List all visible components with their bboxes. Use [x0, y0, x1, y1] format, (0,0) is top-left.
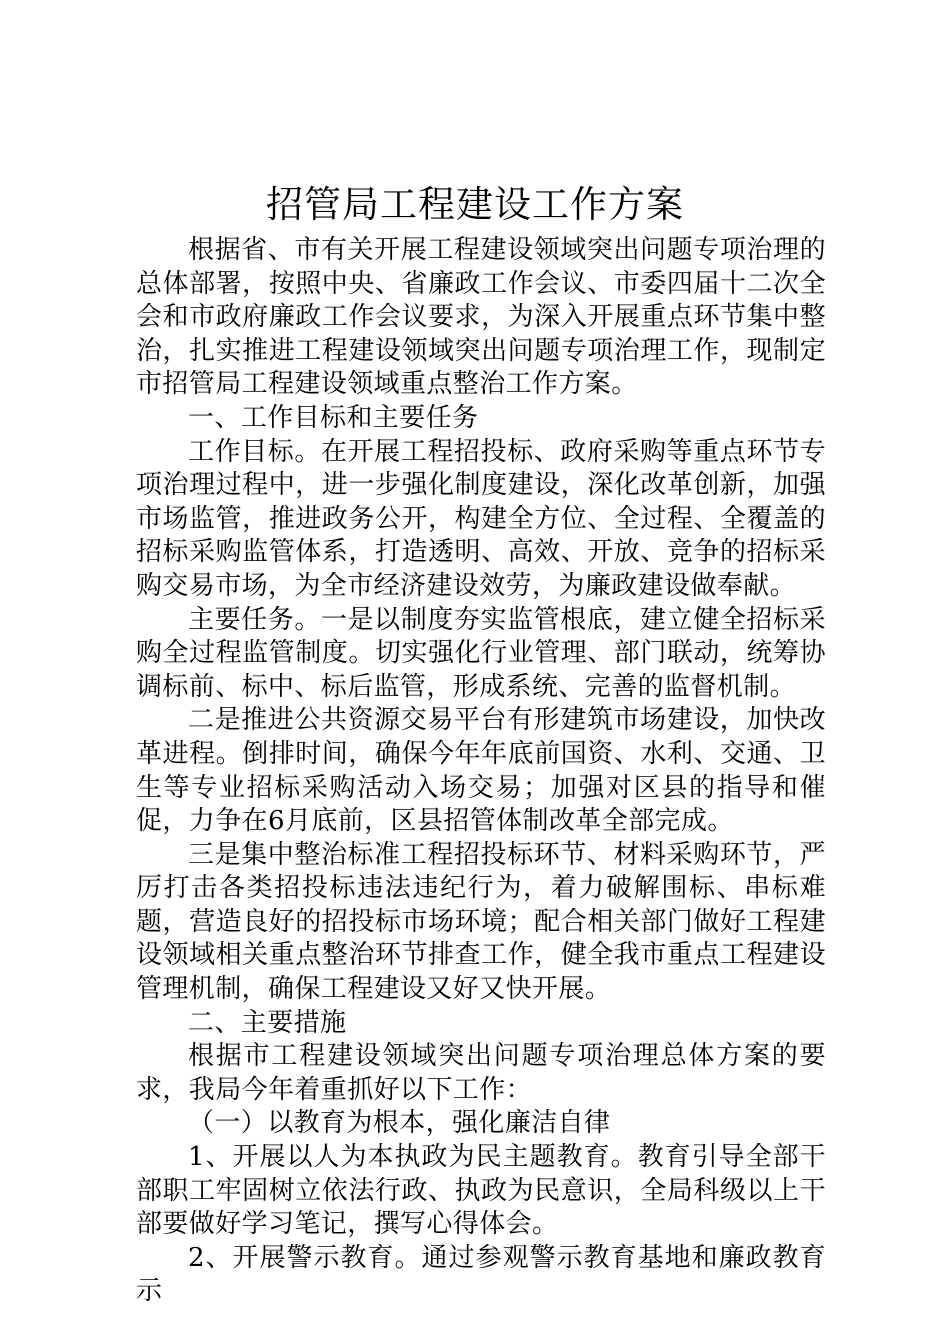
tasks-paragraph: 主要任务。一是以制度夯实监管根底，建立健全招标采购全过程监管制度。切实强化行业管理、部门联动，统筹协调标前、标中、标后监管，形成系统、完善的监督机制。	[136, 604, 826, 702]
measures-intro-paragraph: 根据市工程建设领域突出问题专项治理总体方案的要求，我局今年着重抓好以下工作：	[136, 1041, 826, 1105]
subsection-heading-education: （一）以教育为根本，强化廉洁自律	[188, 1108, 611, 1139]
goals-paragraph: 工作目标。在开展工程招投标、政府采购等重点环节专项治理过程中，进一步强化制度建设，深化改革创新，加强市场监管，推进政务公开，构建全方位、全过程、全覆盖的招标采购监管体系，打造透明、高效、开放、竞争的招标采购交易市场，为全市经济建设效劳，为廉政建设做奉献。	[136, 436, 826, 601]
section-heading-measures: 二、主要措施	[188, 1007, 347, 1038]
item-two-paragraph: 2、开展警示教育。通过参观警示教育基地和廉政教育示	[136, 1242, 826, 1307]
document-body	[136, 234, 826, 1309]
item-one-paragraph: 1、开展以人为本执政为民主题教育。教育引导全部干部职工牢固树立依法行政、执政为民意识，全局科级以上干部要做好学习笔记，撰写心得体会。	[136, 1142, 826, 1240]
section-heading-goals: 一、工作目标和主要任务	[188, 402, 479, 433]
task-three-paragraph: 三是集中整治标准工程招投标环节、材料采购环节，严厉打击各类招投标违法违纪行为，着力破解围标、串标难题，营造良好的招投标市场环境；配合相关部门做好工程建设领域相关重点整治环节排查工作，健全我市重点工程建设管理机制，确保工程建设又好又快开展。	[136, 839, 826, 1005]
document-title: 招管局工程建设工作方案	[266, 183, 684, 226]
intro-paragraph: 根据省、市有关开展工程建设领域突出问题专项治理的总体部署，按照中央、省廉政工作会议、市委四届十二次全会和市政府廉政工作会议要求，为深入开展重点环节集中整治，扎实推进工程建设领域突出问题专项治理工作，现制定市招管局工程建设领域重点整治工作方案。	[136, 235, 826, 400]
task-two-paragraph: 二是推进公共资源交易平台有形建筑市场建设，加快改革进程。倒排时间，确保今年年底前国资、水利、交通、卫生等专业招标采购活动入场交易；加强对区县的指导和催促，力争在6月底前，区县招管体制改革全部完成。	[136, 705, 826, 837]
